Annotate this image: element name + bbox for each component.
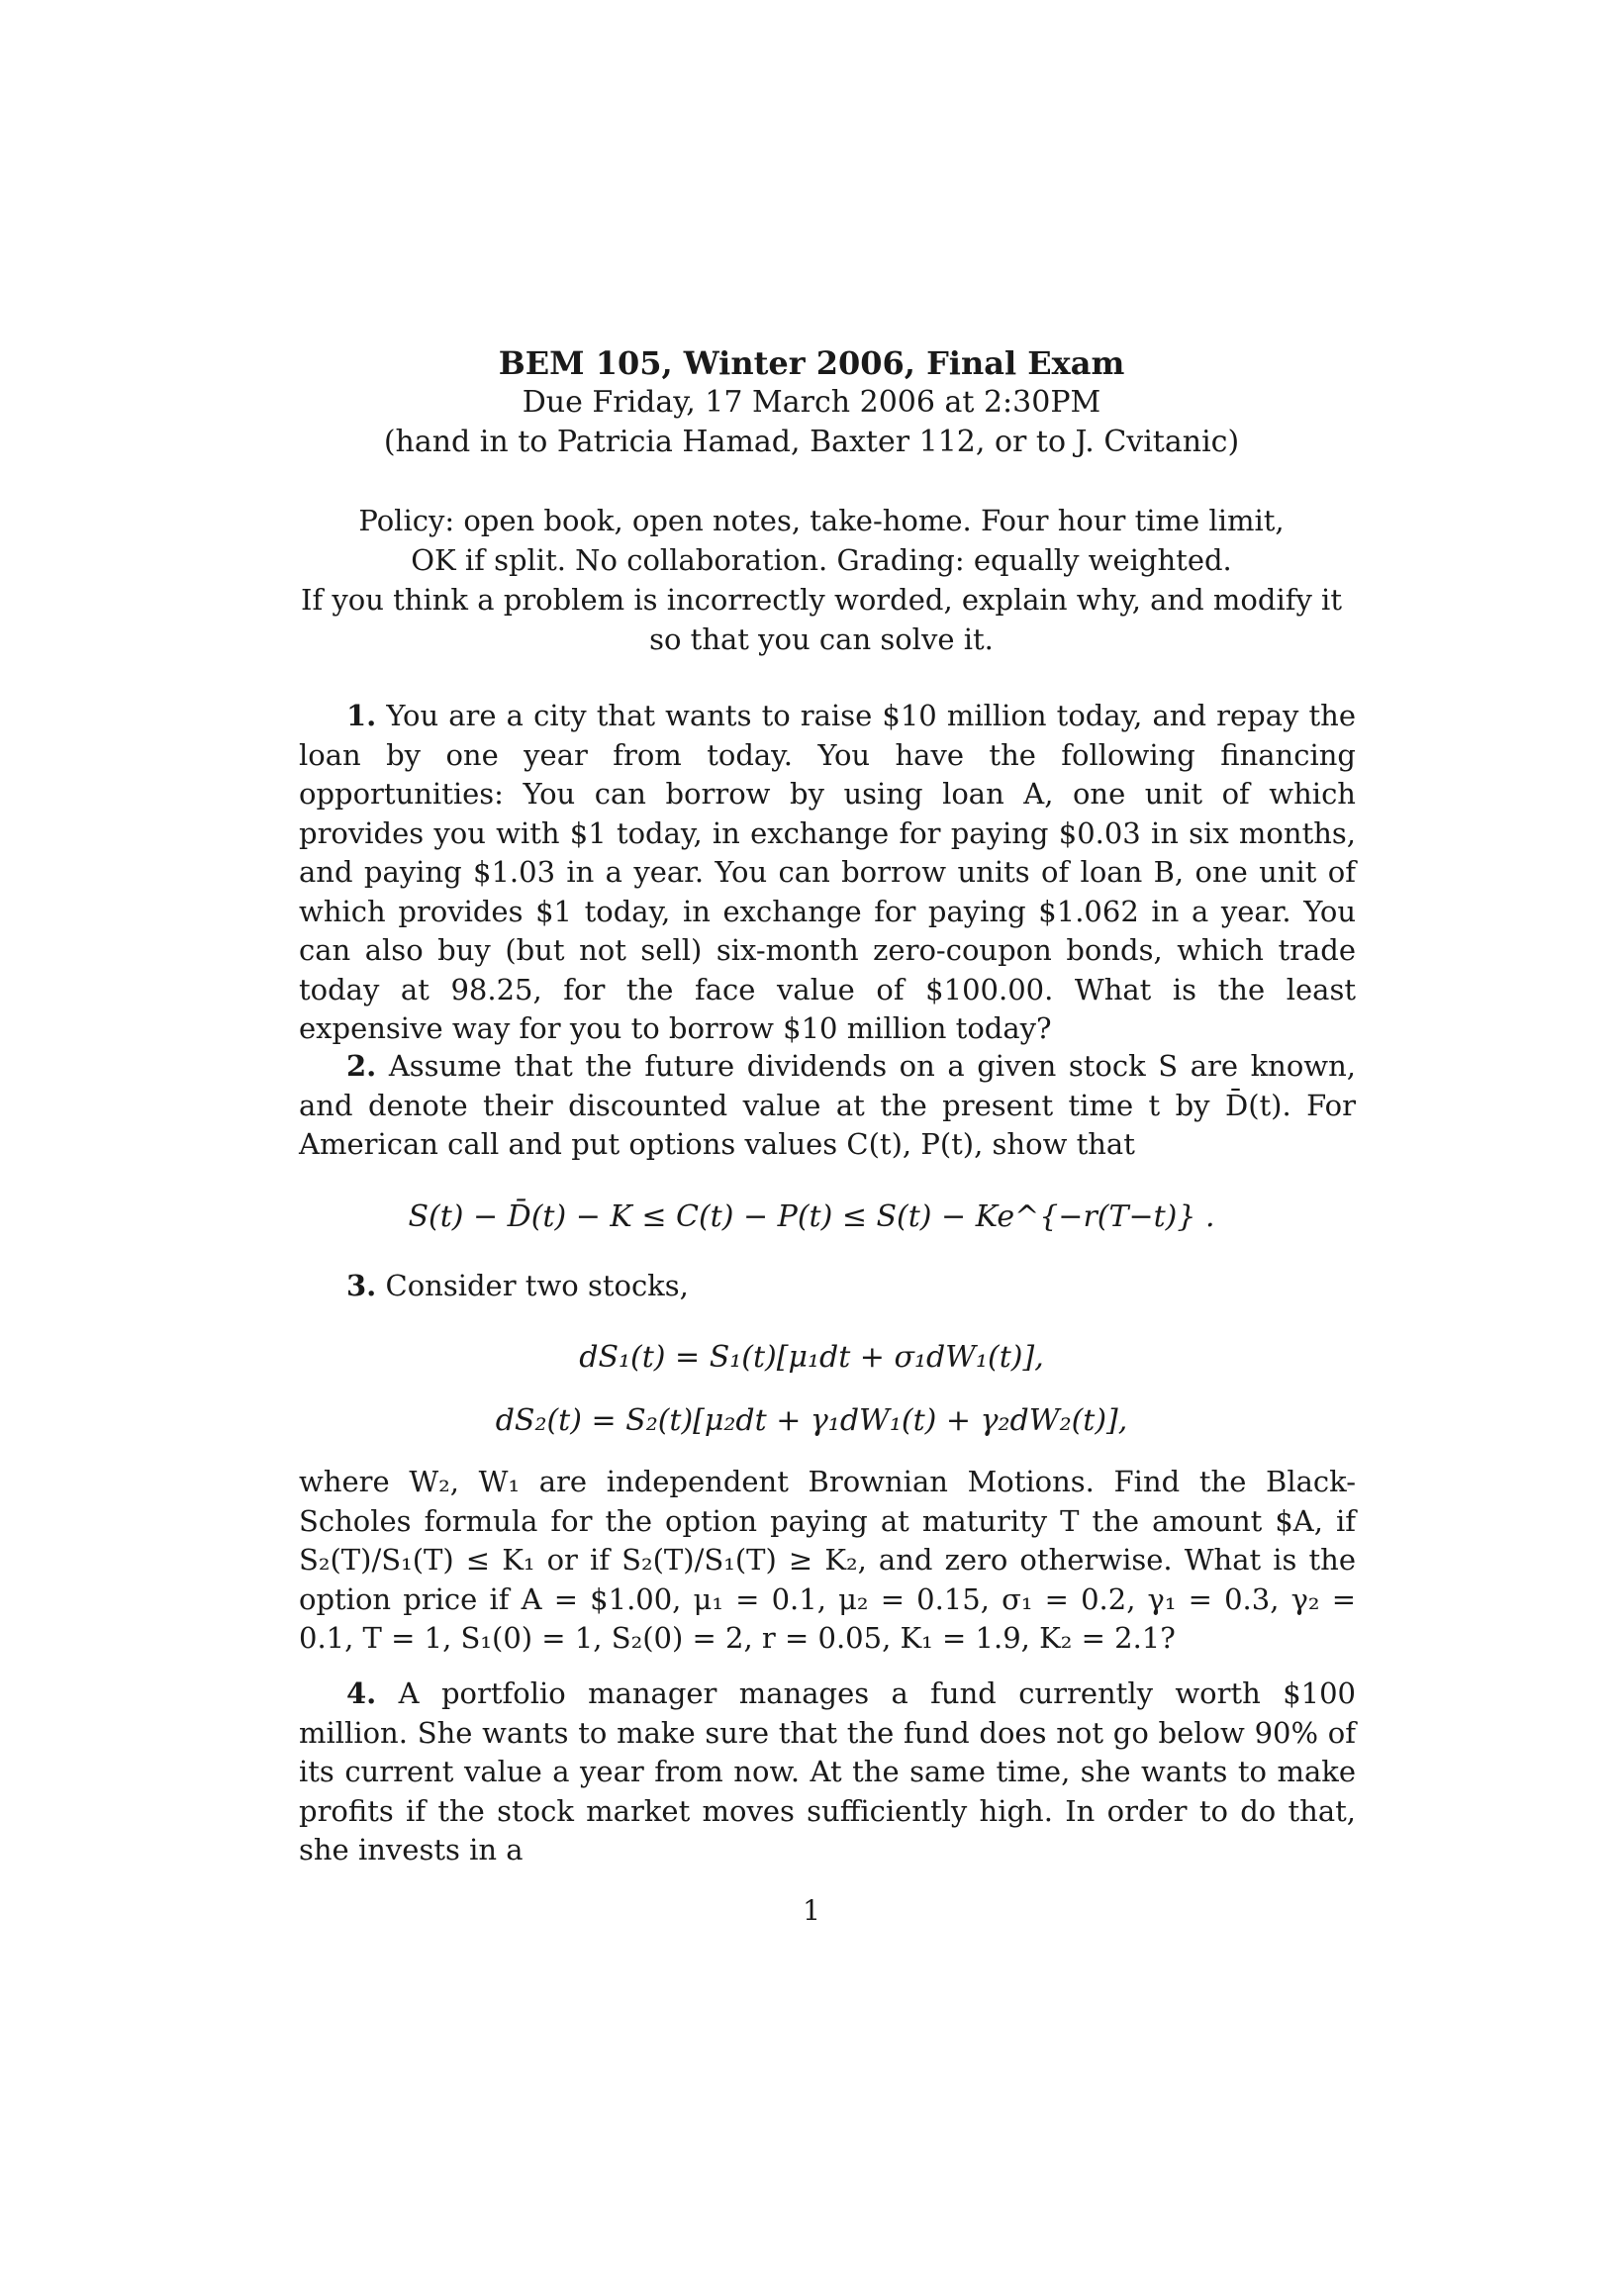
problem-4 bbox=[299, 1674, 1356, 1870]
problem-3-intro bbox=[299, 1269, 1356, 1302]
page-number: 1 bbox=[803, 1894, 820, 1927]
problem-1 bbox=[299, 697, 1356, 1049]
problem-text: A portfolio manager manages a fund currently worth $100 million. She wants to make sure that the fund does not go below 90% of its current value a year from now. At the same time, she wants to make profits if the stock market moves sufficiently high. In order to do that, she invests in a bbox=[299, 1676, 1357, 1866]
equation-stock-2: dS₂(t) = S₂(t)[μ₂dt + γ₁dW₁(t) + γ₂dW₂(t)], bbox=[495, 1403, 1128, 1438]
problem-text: Consider two stocks, bbox=[385, 1269, 689, 1302]
problem-3 bbox=[299, 1463, 1356, 1659]
exam-title: BEM 105, Winter 2006, Final Exam bbox=[498, 344, 1125, 382]
problem-text: Assume that the future dividends on a given stock S are known, and denote their discounted value at the present time t by D̄(t). For American call and put options values C(t), P(t), show that bbox=[299, 1049, 1357, 1161]
equation-stock-1: dS₁(t) = S₁(t)[μ₁dt + σ₁dW₁(t)], bbox=[579, 1340, 1044, 1375]
policy-line: so that you can solve it. bbox=[649, 622, 994, 656]
problem-number: 4. bbox=[346, 1676, 377, 1710]
policy-block bbox=[297, 501, 1346, 659]
equation-put-call-bounds: S(t) − D̄(t) − K ≤ C(t) − P(t) ≤ S(t) − Ke^{−r(T−t)} . bbox=[408, 1199, 1215, 1234]
problem-number: 3. bbox=[346, 1269, 377, 1302]
problem-number: 1. bbox=[346, 699, 377, 732]
due-date: Due Friday, 17 March 2006 at 2:30PM bbox=[522, 385, 1101, 420]
hand-in-note: (hand in to Patricia Hamad, Baxter 112, or to J. Cvitanic) bbox=[383, 425, 1240, 459]
policy-line: OK if split. No collaboration. Grading: equally weighted. bbox=[411, 543, 1232, 577]
problem-text: where W₂, W₁ are independent Brownian Motions. Find the Black-Scholes formula for the option paying at maturity T the amount $A, if S₂(T)/S₁(T) ≤ K₁ or if S₂(T)/S₁(T) ≥ K₂, and zero otherwise. What is the option price if A = $1.00, μ₁ = 0.1, μ₂ = 0.15, σ₁ = 0.2, γ₁ = 0.3, γ₂ = 0.1, T = 1, S₁(0) = 1, S₂(0) = 2, r = 0.05, K₁ = 1.9, K₂ = 2.1? bbox=[299, 1465, 1356, 1655]
policy-line: Policy: open book, open notes, take-home. Four hour time limit, bbox=[358, 504, 1285, 537]
problem-text: You are a city that wants to raise $10 million today, and repay the loan by one year from today. You have the following financing opportunities: You can borrow by using loan A, one unit of which provides you with $1 today, in exchange for paying $0.03 in six months, and paying $1.03 in a year. You can borrow units of loan B, one unit of which provides $1 today, in exchange for paying $1.062 in a year. You can also buy (but not sell) six-month zero-coupon bonds, which trade today at 98.25, for the face value of $100.00. What is the least expensive way for you to borrow $10 million today? bbox=[299, 699, 1356, 1045]
problem-number: 2. bbox=[346, 1049, 377, 1083]
problem-2 bbox=[299, 1047, 1356, 1165]
policy-line: If you think a problem is incorrectly worded, explain why, and modify it bbox=[301, 583, 1342, 617]
